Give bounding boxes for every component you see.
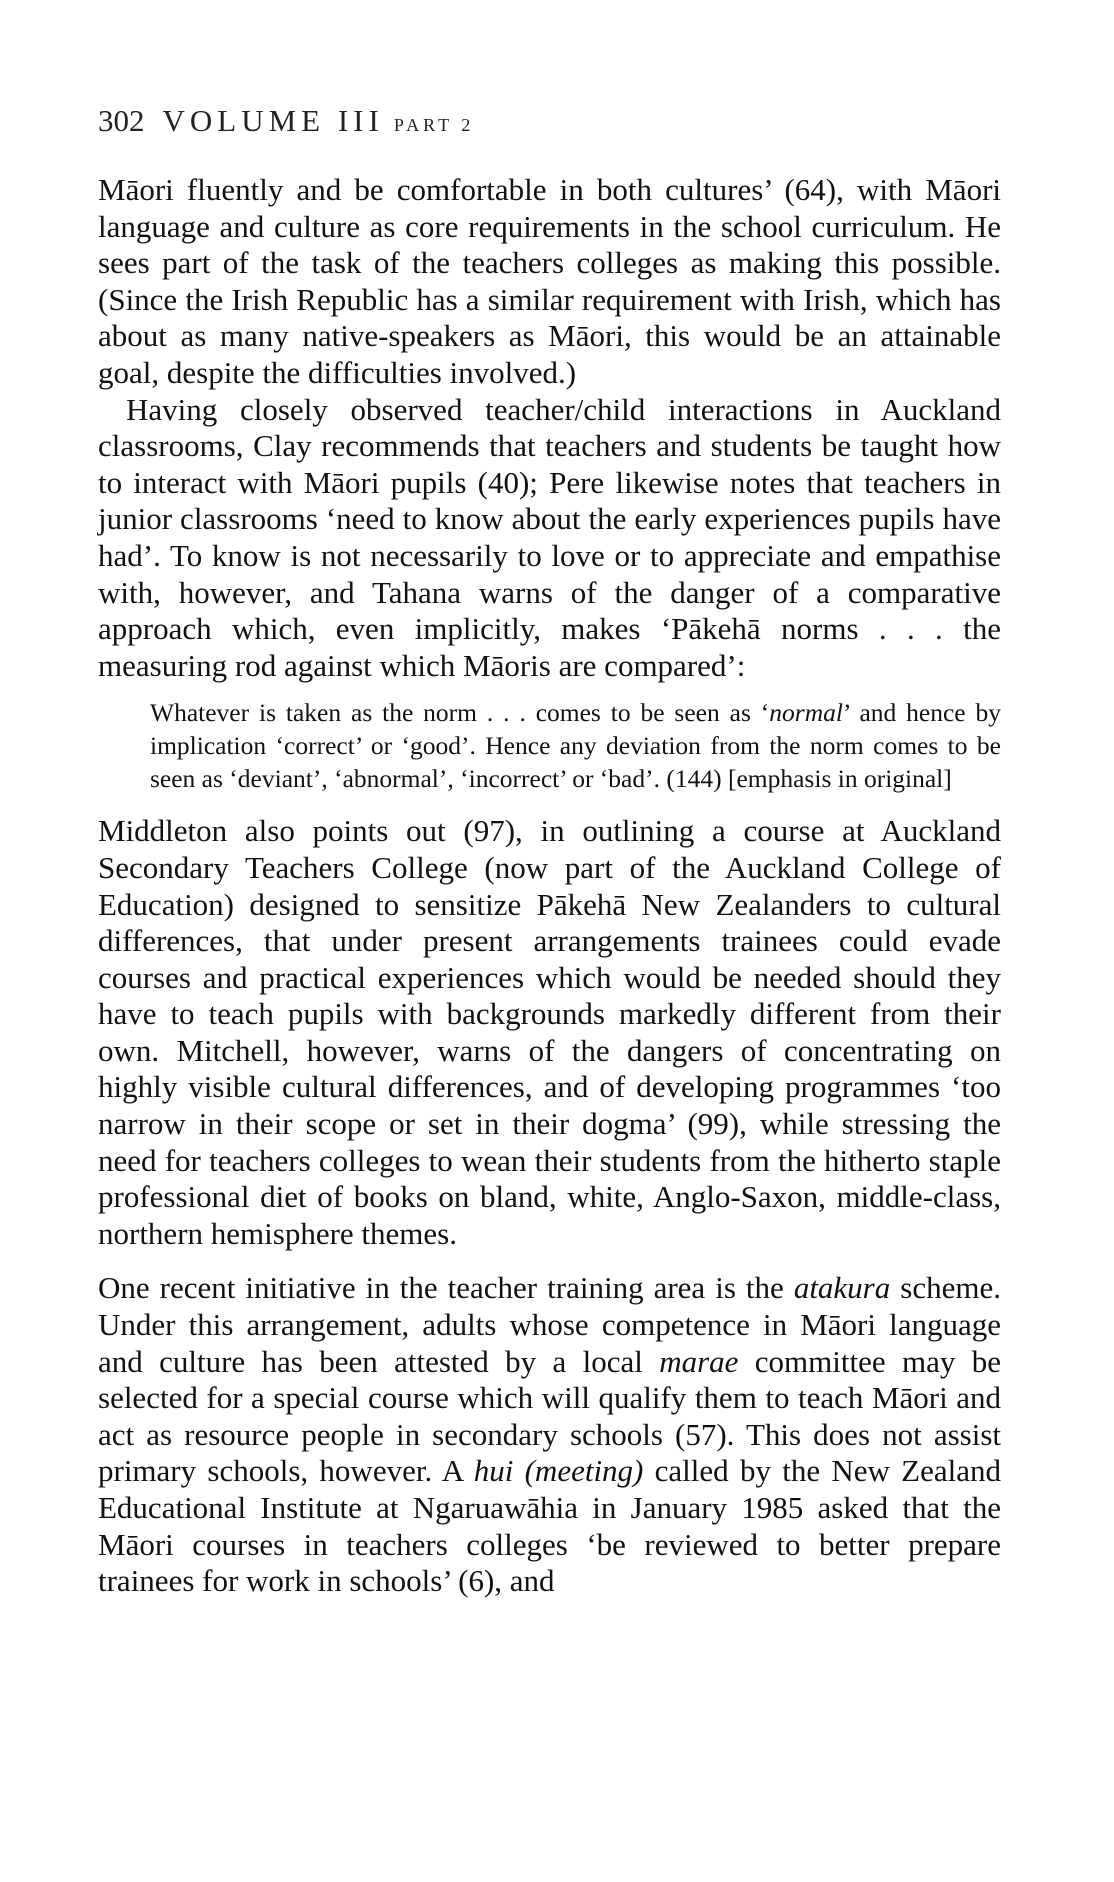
term-hui: hui (meeting) [473, 1453, 644, 1489]
paragraph-clay-pere-tahana: Having closely observed teacher/child interactions in Auckland classrooms, Clay recommends that teachers and students be taught how to interact with Māori pupils (40); Pere likewise notes that teachers in junior classrooms ‘need to know about the early experiences pupils have had’. To know is not necessarily to love or to appreciate and empathise with, however, and Tahana warns of the danger of a comparative approach which, even implicitly, makes ‘Pākehā norms . . . the measuring rod against which Māoris are compared’: [98, 391, 1001, 683]
term-marae: marae [659, 1343, 739, 1379]
atakura-text-2: scheme. Under this arrangement, adults whose competence in Māori language and culture has been attested by a local [98, 1270, 1001, 1379]
page-number: 302 [98, 103, 145, 138]
paragraph-continued: Māori fluently and be comfortable in both cultures’ (64), with Māori language and culture as core requirements in the school curriculum. He sees part of the task of the teachers colleges as making this possible. (Since the Irish Republic has a similar requirement with Irish, which has about as many native-speakers as Māori, this would be an attainable goal, despite the difficulties involved.) [98, 172, 1001, 390]
atakura-text-3: committee may be selected for a special course which will qualify them to teach Māori and act as resource people in secondary schools (57). This does not assist primary schools, however. A [98, 1343, 1001, 1489]
block-quote-tahana [150, 696, 1001, 795]
quote-text-end: ’ and hence by implication ‘correct’ or ‘good’. Hence any deviation from the norm comes to be seen as ‘deviant’, ‘abnormal’, ‘incorrect’ or ‘bad’. (144) [emphasis in original] [150, 698, 1002, 794]
paragraph-middleton-mitchell: Middleton also points out (97), in outlining a course at Auckland Secondary Teachers College (now part of the Auckland College of Education) designed to sensitize Pākehā New Zealanders to cultural differences, that under present arrangements trainees could evade courses and practical experiences which would be needed should they have to teach pupils with backgrounds markedly different from their own. Mitchell, however, warns of the dangers of concentrating on highly visible cultural differences, and of developing programmes ‘too narrow in their scope or set in their dogma’ (99), while stressing the need for teachers colleges to wean their students from the hitherto staple professional diet of books on bland, white, Anglo-Saxon, middle-class, northern hemisphere themes. [98, 813, 1001, 1251]
term-atakura: atakura [793, 1270, 891, 1306]
volume-label: VOLUME III [162, 103, 384, 138]
book-page [98, 100, 1001, 1600]
atakura-text-4: called by the New Zealand Educational Institute at Ngaruawāhia in January 1985 asked that the Māori courses in teachers colleges ‘be reviewed to better prepare trainees for work in schools’ (6), and [98, 1453, 1001, 1599]
running-head [98, 100, 1001, 146]
quote-text-start: Whatever is taken as the norm . . . comes to be seen as ‘ [150, 698, 770, 728]
part-label: PART 2 [393, 115, 475, 135]
atakura-text-1: One recent initiative in the teacher training area is the [98, 1270, 794, 1306]
paragraph-atakura [98, 1270, 1001, 1599]
quote-emphasis: normal [769, 698, 843, 728]
